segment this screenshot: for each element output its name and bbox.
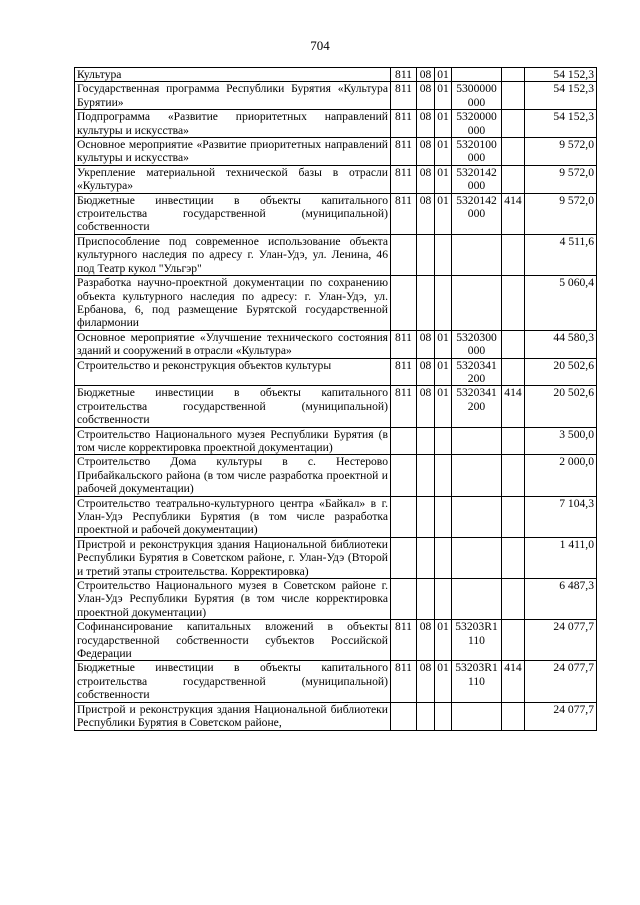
section-code-cell: 08 (417, 193, 435, 234)
section-code-cell (417, 537, 435, 578)
item-name-cell: Бюджетные инвестиции в объекты капитального строительства государственной (муниципальной) собственности (75, 386, 391, 427)
target-article-code-cell: 53203R1 110 (452, 620, 502, 661)
ministry-code-cell (391, 427, 417, 455)
table-row (75, 234, 597, 275)
ministry-code-cell (391, 496, 417, 537)
amount-cell: 54 152,3 (525, 68, 597, 82)
expense-type-code-cell (502, 276, 525, 331)
target-article-code-cell (452, 68, 502, 82)
item-name-cell: Подпрограмма «Развитие приоритетных направлений культуры и искусства» (75, 110, 391, 138)
table-row (75, 193, 597, 234)
table-row (75, 661, 597, 702)
target-article-code-cell: 5300000 000 (452, 82, 502, 110)
subsection-code-cell: 01 (435, 68, 452, 82)
subsection-code-cell (435, 537, 452, 578)
subsection-code-cell: 01 (435, 386, 452, 427)
target-article-code-cell: 5320142 000 (452, 165, 502, 193)
target-article-code-cell (452, 537, 502, 578)
ministry-code-cell (391, 455, 417, 496)
section-code-cell (417, 276, 435, 331)
table-row (75, 620, 597, 661)
table-row (75, 82, 597, 110)
subsection-code-cell (435, 702, 452, 730)
item-name-cell: Пристрой и реконструкция здания Национальной библиотеки Республики Бурятия в Советском районе, г. Улан-Удэ (Второй и третий этапы строительства. Корректировка) (75, 537, 391, 578)
table-row (75, 427, 597, 455)
item-name-cell: Строительство театрально-культурного центра «Байкал» в г. Улан-Удэ Республики Бурятия (в том числе разработка проектной и рабочей документации) (75, 496, 391, 537)
target-article-code-cell (452, 455, 502, 496)
table-row (75, 358, 597, 386)
target-article-code-cell (452, 579, 502, 620)
ministry-code-cell: 811 (391, 138, 417, 166)
expense-type-code-cell (502, 579, 525, 620)
expense-type-code-cell: 414 (502, 193, 525, 234)
section-code-cell: 08 (417, 138, 435, 166)
amount-cell: 54 152,3 (525, 110, 597, 138)
target-article-code-cell (452, 276, 502, 331)
ministry-code-cell (391, 537, 417, 578)
expense-type-code-cell (502, 234, 525, 275)
item-name-cell: Бюджетные инвестиции в объекты капитального строительства государственной (муниципальной) собственности (75, 661, 391, 702)
target-article-code-cell: 5320341 200 (452, 386, 502, 427)
subsection-code-cell: 01 (435, 138, 452, 166)
expense-type-code-cell (502, 165, 525, 193)
amount-cell: 7 104,3 (525, 496, 597, 537)
expense-type-code-cell (502, 455, 525, 496)
amount-cell: 5 060,4 (525, 276, 597, 331)
expense-type-code-cell (502, 110, 525, 138)
item-name-cell: Строительство Дома культуры в с. Нестерово Прибайкальского района (в том числе разработка проектной и рабочей документации) (75, 455, 391, 496)
section-code-cell (417, 234, 435, 275)
expense-type-code-cell (502, 330, 525, 358)
amount-cell: 20 502,6 (525, 358, 597, 386)
ministry-code-cell: 811 (391, 330, 417, 358)
table-row (75, 138, 597, 166)
ministry-code-cell: 811 (391, 193, 417, 234)
subsection-code-cell: 01 (435, 620, 452, 661)
amount-cell: 20 502,6 (525, 386, 597, 427)
amount-cell: 9 572,0 (525, 165, 597, 193)
subsection-code-cell (435, 427, 452, 455)
page-number: 704 (310, 38, 330, 53)
expense-type-code-cell (502, 620, 525, 661)
budget-table (74, 67, 597, 731)
subsection-code-cell: 01 (435, 330, 452, 358)
table-row (75, 496, 597, 537)
ministry-code-cell: 811 (391, 358, 417, 386)
budget-table-body (75, 68, 597, 731)
amount-cell: 9 572,0 (525, 138, 597, 166)
section-code-cell: 08 (417, 661, 435, 702)
table-row (75, 165, 597, 193)
target-article-code-cell (452, 234, 502, 275)
subsection-code-cell: 01 (435, 110, 452, 138)
item-name-cell: Пристрой и реконструкция здания Национальной библиотеки Республики Бурятия в Советском районе, (75, 702, 391, 730)
item-name-cell: Софинансирование капитальных вложений в объекты государственной собственности субъектов Российской Федерации (75, 620, 391, 661)
subsection-code-cell: 01 (435, 165, 452, 193)
expense-type-code-cell (502, 496, 525, 537)
item-name-cell: Основное мероприятие «Развитие приоритетных направлений культуры и искусства» (75, 138, 391, 166)
section-code-cell: 08 (417, 82, 435, 110)
item-name-cell: Укрепление материальной технической базы в отрасли «Культура» (75, 165, 391, 193)
ministry-code-cell: 811 (391, 82, 417, 110)
section-code-cell (417, 455, 435, 496)
subsection-code-cell: 01 (435, 661, 452, 702)
section-code-cell: 08 (417, 110, 435, 138)
ministry-code-cell: 811 (391, 165, 417, 193)
amount-cell: 54 152,3 (525, 82, 597, 110)
target-article-code-cell: 5320142 000 (452, 193, 502, 234)
ministry-code-cell (391, 276, 417, 331)
item-name-cell: Основное мероприятие «Улучшение технического состояния зданий и сооружений в отрасли «Культура» (75, 330, 391, 358)
table-row (75, 68, 597, 82)
expense-type-code-cell (502, 537, 525, 578)
item-name-cell: Разработка научно-проектной документации по сохранению объекта культурного наследия по адресу: г. Улан-Удэ, ул. Ербанова, 6, под размещение Бурятской государственной филармонии (75, 276, 391, 331)
subsection-code-cell (435, 579, 452, 620)
expense-type-code-cell (502, 427, 525, 455)
ministry-code-cell: 811 (391, 68, 417, 82)
amount-cell: 3 500,0 (525, 427, 597, 455)
target-article-code-cell: 5320000 000 (452, 110, 502, 138)
subsection-code-cell: 01 (435, 358, 452, 386)
section-code-cell (417, 702, 435, 730)
section-code-cell (417, 427, 435, 455)
item-name-cell: Культура (75, 68, 391, 82)
amount-cell: 44 580,3 (525, 330, 597, 358)
table-row (75, 276, 597, 331)
target-article-code-cell (452, 702, 502, 730)
section-code-cell: 08 (417, 620, 435, 661)
amount-cell: 24 077,7 (525, 661, 597, 702)
expense-type-code-cell (502, 82, 525, 110)
target-article-code-cell: 5320100 000 (452, 138, 502, 166)
target-article-code-cell: 53203R1 110 (452, 661, 502, 702)
target-article-code-cell (452, 427, 502, 455)
table-row (75, 110, 597, 138)
item-name-cell: Государственная программа Республики Бурятия «Культура Бурятии» (75, 82, 391, 110)
table-row (75, 386, 597, 427)
section-code-cell (417, 496, 435, 537)
expense-type-code-cell (502, 138, 525, 166)
ministry-code-cell: 811 (391, 110, 417, 138)
amount-cell: 2 000,0 (525, 455, 597, 496)
expense-type-code-cell (502, 68, 525, 82)
ministry-code-cell (391, 234, 417, 275)
subsection-code-cell (435, 455, 452, 496)
expense-type-code-cell: 414 (502, 661, 525, 702)
amount-cell: 1 411,0 (525, 537, 597, 578)
subsection-code-cell (435, 234, 452, 275)
amount-cell: 4 511,6 (525, 234, 597, 275)
subsection-code-cell (435, 496, 452, 537)
expense-type-code-cell (502, 358, 525, 386)
ministry-code-cell: 811 (391, 661, 417, 702)
ministry-code-cell: 811 (391, 620, 417, 661)
table-row (75, 702, 597, 730)
table-row (75, 455, 597, 496)
item-name-cell: Строительство Национального музея Республики Бурятия (в том числе корректировка проектной документации) (75, 427, 391, 455)
expense-type-code-cell: 414 (502, 386, 525, 427)
item-name-cell: Строительство и реконструкция объектов культуры (75, 358, 391, 386)
table-row (75, 330, 597, 358)
section-code-cell: 08 (417, 386, 435, 427)
table-row (75, 579, 597, 620)
item-name-cell: Бюджетные инвестиции в объекты капитального строительства государственной (муниципальной) собственности (75, 193, 391, 234)
item-name-cell: Строительство Национального музея в Советском районе г. Улан-Удэ Республики Бурятия (в том числе корректировка проектной документации) (75, 579, 391, 620)
item-name-cell: Приспособление под современное использование объекта культурного наследия по адресу г. Улан-Удэ, ул. Ленина, 46 под Театр кукол "Ульгэр" (75, 234, 391, 275)
ministry-code-cell (391, 579, 417, 620)
table-row (75, 537, 597, 578)
section-code-cell (417, 579, 435, 620)
section-code-cell: 08 (417, 358, 435, 386)
target-article-code-cell: 5320341 200 (452, 358, 502, 386)
subsection-code-cell: 01 (435, 82, 452, 110)
amount-cell: 6 487,3 (525, 579, 597, 620)
ministry-code-cell (391, 702, 417, 730)
target-article-code-cell (452, 496, 502, 537)
amount-cell: 24 077,7 (525, 620, 597, 661)
ministry-code-cell: 811 (391, 386, 417, 427)
section-code-cell: 08 (417, 330, 435, 358)
section-code-cell: 08 (417, 68, 435, 82)
target-article-code-cell: 5320300 000 (452, 330, 502, 358)
section-code-cell: 08 (417, 165, 435, 193)
subsection-code-cell (435, 276, 452, 331)
expense-type-code-cell (502, 702, 525, 730)
amount-cell: 24 077,7 (525, 702, 597, 730)
amount-cell: 9 572,0 (525, 193, 597, 234)
subsection-code-cell: 01 (435, 193, 452, 234)
